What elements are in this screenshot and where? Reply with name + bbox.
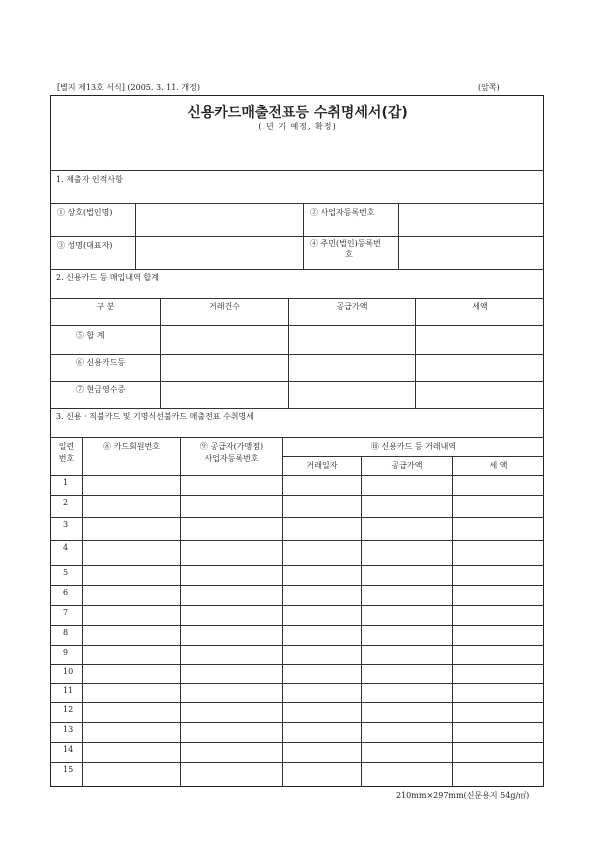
divider (82, 437, 83, 787)
row-divider (50, 645, 544, 646)
divider (50, 381, 544, 382)
row-number: 15 (63, 765, 74, 774)
row-number: 5 (63, 568, 69, 577)
row-number: 13 (63, 725, 74, 734)
col-card-number-header: ⑧ 카드회원번호 (103, 442, 160, 451)
row-number: 11 (63, 686, 74, 695)
row-divider (50, 540, 544, 541)
row-number: 2 (63, 498, 69, 507)
form-title: 신용카드매출전표등 수취명세서(갑) (187, 105, 408, 121)
row-divider (50, 762, 544, 763)
page-side-label: (앞쪽) (478, 83, 500, 92)
row-divider (50, 722, 544, 723)
row-number: 8 (63, 628, 69, 637)
row-number: 12 (63, 705, 74, 714)
divider (303, 203, 304, 269)
divider (180, 437, 181, 787)
col-tax-amount-header: 세 액 (489, 461, 508, 470)
row-divider (50, 495, 544, 496)
company-name-field[interactable] (136, 210, 302, 234)
row-divider (50, 565, 544, 566)
col-category-header: 구 분 (96, 302, 115, 311)
row-divider (50, 664, 544, 665)
divider (50, 298, 544, 299)
col-tax-header: 세액 (472, 302, 488, 311)
business-reg-no-field[interactable] (399, 205, 543, 234)
divider (415, 298, 416, 408)
row-total-label: ⑤ 합 계 (76, 331, 105, 340)
row-divider (50, 702, 544, 703)
business-reg-no-label: ② 사업자등록번호 (310, 208, 375, 217)
form-reference: [별지 제13호 서식] (2005. 3. 11. 개정) (57, 83, 201, 92)
row-number: 1 (63, 478, 69, 487)
col-transaction-detail-header: ⑩ 신용카드 등 거래내역 (370, 442, 457, 451)
col-count-header: 거래건수 (209, 302, 240, 311)
col-serial-header-cont: 번호 (58, 454, 75, 463)
divider (50, 236, 544, 237)
divider (50, 203, 544, 204)
row-number: 6 (63, 588, 69, 597)
row-number: 3 (63, 520, 69, 529)
row-number: 7 (63, 608, 69, 617)
divider (160, 298, 161, 408)
col-supplier-header-cont: 사업자등록번호 (204, 454, 259, 463)
row-number: 14 (63, 745, 74, 754)
row-number: 9 (63, 648, 69, 657)
divider (50, 269, 544, 270)
row-number: 4 (63, 543, 69, 552)
form-subtitle: ( 년 기 예정, 확정) (258, 122, 337, 131)
divider (50, 354, 544, 355)
divider (50, 437, 544, 438)
row-divider (50, 625, 544, 626)
col-supply-amount-header: 공급가액 (391, 461, 423, 470)
row-divider (50, 742, 544, 743)
resident-reg-no-label: ④ 주민(법인)등록번 (310, 239, 381, 248)
representative-name-label: ③ 성명(대표자) (57, 241, 113, 250)
row-divider (50, 683, 544, 684)
divider (282, 456, 544, 457)
divider (282, 437, 283, 787)
paper-spec-footer: 210mm×297mm(신문용지 54g/㎡) (396, 791, 530, 800)
resident-reg-no-label-cont: 호 (345, 250, 353, 259)
representative-name-field[interactable] (136, 238, 302, 267)
divider (288, 298, 289, 408)
divider (50, 408, 544, 409)
resident-reg-no-field[interactable] (399, 238, 543, 267)
row-cash-receipt-label: ⑦ 현금영수증 (76, 385, 126, 394)
row-number: 10 (63, 667, 74, 676)
row-card-label: ⑥ 신용카드등 (76, 358, 126, 367)
row-divider (50, 517, 544, 518)
section2-heading: 2. 신용카드 등 매입내역 합계 (56, 273, 159, 282)
company-name-label: ① 상호(법인명) (57, 208, 113, 217)
divider (50, 325, 544, 326)
divider (50, 475, 544, 476)
col-serial-header: 일련 (58, 442, 75, 451)
row-divider (50, 605, 544, 606)
divider (452, 456, 453, 787)
divider (361, 456, 362, 787)
col-date-header: 거래일자 (306, 461, 338, 470)
row-divider (50, 585, 544, 586)
divider (50, 170, 544, 171)
section1-heading: 1. 제출자 인적사항 (56, 175, 123, 184)
section3-heading: 3. 신용 · 직불카드 및 기명식선불카드 매출전표 수취명세 (56, 412, 254, 421)
col-supplier-header: ⑨ 공급자(가맹점) (199, 442, 264, 451)
col-supply-header: 공급가액 (336, 302, 368, 311)
